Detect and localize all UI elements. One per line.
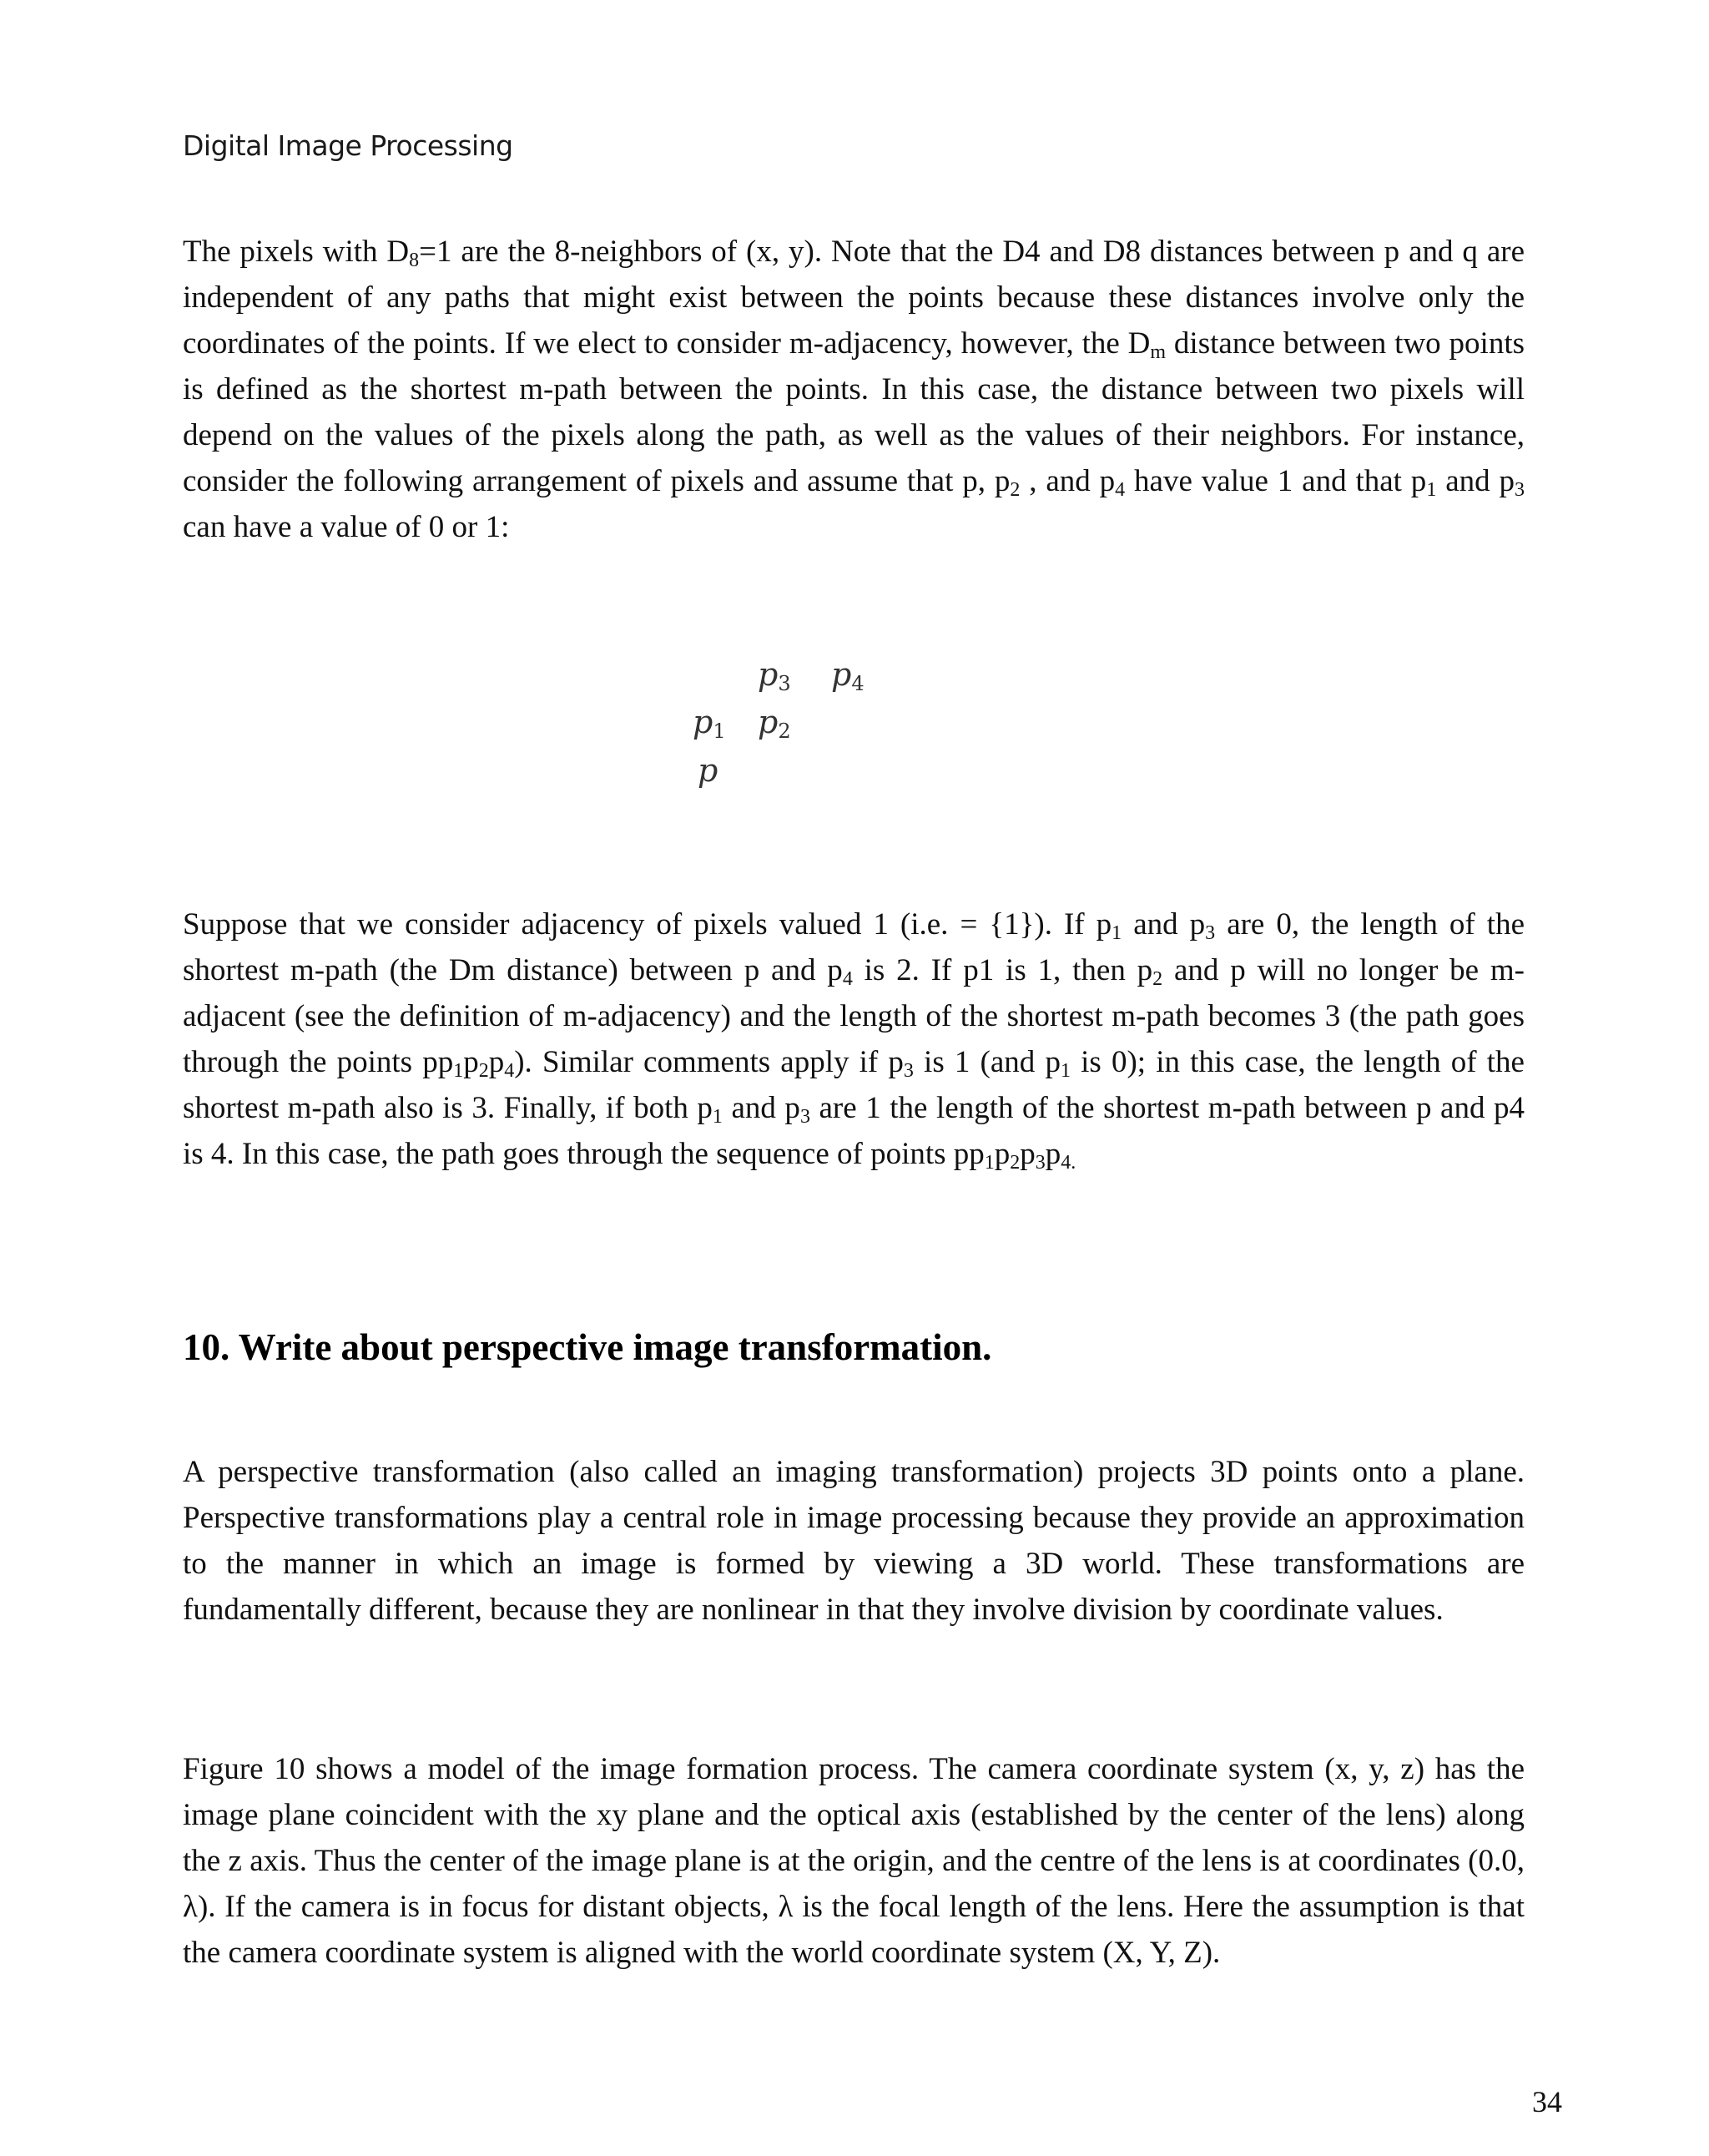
text-run: =1 are the 8-neighbors of (x, y). Note that the D4 and D8 distances between p and q are independent of any paths that might exist between the points because these distances involve only the coordinates of the points. If we elect to consider m-adjacency, however, the D [183, 235, 1525, 361]
text-run: , and p [1020, 464, 1116, 498]
subscript: 3 [799, 1106, 810, 1128]
paragraph-distance-measures [183, 229, 1525, 550]
subscript: 1 [1112, 922, 1122, 944]
subscript: 4 [1115, 479, 1126, 501]
text-run: and p [1436, 464, 1515, 498]
subscript: 3 [1515, 479, 1525, 501]
text-run: p [994, 1137, 1011, 1171]
text-run: p [488, 1045, 505, 1079]
pixel-label-sub: 2 [778, 720, 791, 743]
subscript: 2 [1010, 479, 1021, 501]
subscript: 3 [903, 1060, 914, 1082]
page-number: 34 [1532, 2085, 1562, 2118]
pixel-label-p4 [831, 656, 865, 695]
subscript: 1 [984, 1152, 995, 1174]
text-run: Suppose that we consider adjacency of pixels valued 1 (i.e. = {1}). If p [183, 907, 1112, 942]
paragraph-perspective-intro: A perspective transformation (also called an imaging transformation) projects 3D points onto a plane. Perspective transformations play a central role in image processing because they provide an approximation to the manner in which an image is formed by viewing a 3D world. These transformations are fundamentally different, because they are nonlinear in that they involve division by coordinate values. [183, 1455, 1525, 1627]
pixel-label-p [698, 754, 718, 787]
text-run: is 1 (and p [913, 1045, 1061, 1079]
text-run: is 2. If p1 is 1, then p [852, 953, 1153, 987]
subscript: 3 [1035, 1152, 1046, 1174]
text-run: is 0); in this case, the length of the shortest m-path also is 3. Finally, if both p [183, 1045, 1525, 1125]
running-header: Digital Image Processing [183, 129, 513, 162]
text-run: have value 1 and that p [1125, 464, 1427, 498]
subscript: 8 [409, 250, 420, 271]
text-run: p [1020, 1137, 1036, 1171]
pixel-label-p2 [758, 704, 791, 743]
pixel-label-p3 [758, 656, 791, 695]
question-heading: 10. Write about perspective image transformation. [183, 1326, 992, 1368]
pixel-label-base: p [698, 752, 718, 789]
subscript: 1 [712, 1106, 723, 1128]
subscript: 4 [504, 1060, 515, 1082]
text-run: are 0, the length of the shortest m-path (the Dm distance) between p and p [183, 907, 1525, 987]
text-run: p [463, 1045, 479, 1079]
pixel-label-sub: 4 [851, 672, 865, 695]
text-run: The pixels with D [183, 235, 410, 269]
subscript: 2 [1010, 1152, 1021, 1174]
subscript: 3 [1205, 922, 1216, 944]
pixel-label-base: p [758, 656, 779, 693]
text-run: can have a value of 0 or 1: [183, 510, 510, 544]
text-run: distance between two points is defined as the shortest m-path between the points. In this case, the distance between two pixels will depend on the values of the pixels along the path, as well as the values of their neighbors. For instance, consider the following arrangement of pixels and assume that p, p [183, 326, 1525, 498]
subscript: 4 [842, 968, 853, 990]
subscript: 1 [1060, 1060, 1071, 1082]
pixel-label-base: p [693, 704, 713, 740]
pixel-label-sub: 3 [778, 672, 791, 695]
subscript: 2 [1152, 968, 1163, 990]
pixel-label-base: p [758, 704, 779, 740]
pixel-label-sub: 1 [713, 720, 726, 743]
paragraph-image-formation-model: Figure 10 shows a model of the image formation process. The camera coordinate system (x, y, z) has the image plane coincident with the xy plane and the optical axis (established by the center of the lens) along the z axis. Thus the center of the image plane is at the origin, and the centre of the lens is at coordinates (0.0, λ). If the camera is in focus for distant objects, λ is the focal length of the lens. Here the assumption is that the camera coordinate system is aligned with the world coordinate system (X, Y, Z). [183, 1752, 1525, 1970]
pixel-label-p1 [693, 704, 726, 743]
text-run: and p will no longer be m-adjacent (see the definition of m-adjacency) and the length of the shortest m-path becomes 3 (the path goes through the points pp [183, 953, 1525, 1079]
subscript: 1 [453, 1060, 464, 1082]
text-run: are 1 the length of the shortest m-path between p and p4 is 4. In this case, the path goes through the sequence of points pp [183, 1091, 1525, 1171]
subscript: 1 [1426, 479, 1437, 501]
text-run: ). Similar comments apply if p [514, 1045, 904, 1079]
subscript: 4. [1061, 1152, 1076, 1174]
text-run: and p [1122, 907, 1206, 942]
paragraph-m-path-example [183, 901, 1525, 1177]
text-run: and p [722, 1091, 800, 1125]
subscript: 2 [478, 1060, 489, 1082]
text-run: p [1045, 1137, 1061, 1171]
subscript: m [1150, 341, 1167, 363]
pixel-label-base: p [831, 656, 852, 693]
